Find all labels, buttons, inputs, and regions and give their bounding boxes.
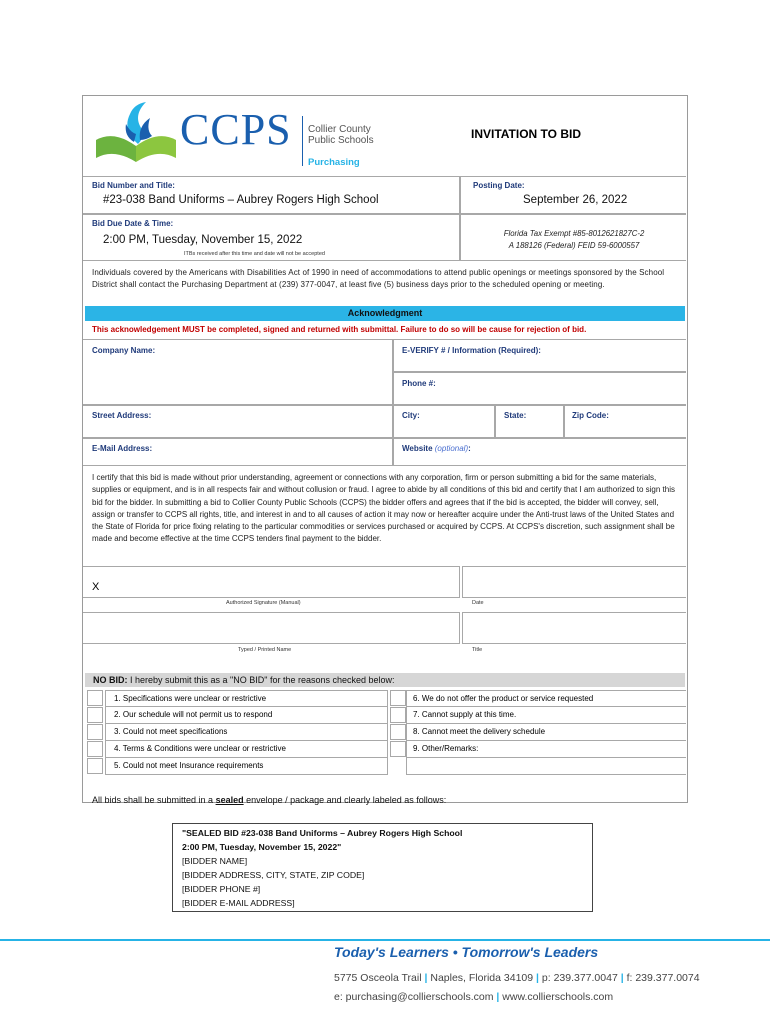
no-bid-checkbox-7[interactable]: [390, 707, 406, 723]
title-field[interactable]: [462, 612, 686, 644]
posting-date-value: September 26, 2022: [523, 194, 628, 206]
sealed-label-box: "SEALED BID #23-038 Band Uniforms – Aubrey Rogers High School 2:00 PM, Tuesday, November 15, 2022" [BIDDER NAME] [BIDDER ADDRESS, CITY, STATE, ZIP CODE] [BIDDER PHONE #] [BIDDER E-MAIL ADDRESS]: [172, 823, 593, 912]
website-field[interactable]: Website (optional):: [393, 438, 686, 466]
no-bid-checkbox-2[interactable]: [87, 707, 103, 723]
list-item: 3. Could not meet specifications: [105, 724, 388, 741]
list-item: 6. We do not offer the product or service requested: [406, 690, 686, 707]
state-field[interactable]: State:: [495, 405, 564, 438]
list-item: 1. Specifications were unclear or restrictive: [105, 690, 388, 707]
bid-number-cell[interactable]: Bid Number and Title: #23-038 Band Uniforms – Aubrey Rogers High School: [83, 176, 460, 214]
footer-website-link[interactable]: www.collierschools.com: [502, 991, 614, 1003]
no-bid-left-list: [105, 690, 388, 775]
email-field[interactable]: E-Mail Address:: [83, 438, 393, 466]
no-bid-checkbox-4[interactable]: [87, 741, 103, 757]
posting-date-cell[interactable]: Posting Date: September 26, 2022: [460, 176, 686, 214]
footer-tagline: Today's Learners • Tomorrow's Leaders: [334, 944, 599, 960]
phone-field[interactable]: Phone #:: [393, 372, 686, 405]
no-bid-checkbox-9[interactable]: [390, 741, 406, 757]
bid-number-value: #23-038 Band Uniforms – Aubrey Rogers High School: [103, 194, 379, 206]
no-bid-checkbox-3[interactable]: [87, 724, 103, 740]
street-address-field[interactable]: Street Address:: [83, 405, 393, 438]
no-bid-checkbox-6[interactable]: [390, 690, 406, 706]
district-name: Collier County Public Schools: [308, 124, 374, 146]
logo-divider: [302, 116, 303, 166]
company-name-field[interactable]: Company Name:: [83, 339, 393, 405]
no-bid-checkbox-5[interactable]: [87, 758, 103, 774]
printed-name-caption: Typed / Printed Name: [238, 647, 292, 653]
logo-text: CCPS: [180, 105, 292, 154]
acknowledgment-heading: Acknowledgment: [85, 306, 685, 321]
footer-email-link[interactable]: e: purchasing@collierschools.com: [334, 991, 494, 1003]
submission-instructions: All bids shall be submitted in a sealed envelope / package and clearly labeled as follows:: [92, 795, 447, 805]
list-item: 8. Cannot meet the delivery schedule: [406, 724, 686, 741]
zip-code-field[interactable]: Zip Code:: [564, 405, 686, 438]
no-bid-right-list: [406, 690, 686, 775]
list-item: 9. Other/Remarks:: [406, 741, 686, 758]
printed-name-field[interactable]: [83, 612, 460, 644]
signature-caption: Authorized Signature (Manual): [226, 600, 301, 606]
signature-field[interactable]: X: [83, 566, 460, 598]
title-caption: Title: [472, 647, 483, 653]
department-name: Purchasing: [308, 157, 360, 168]
date-caption: Date: [472, 600, 484, 606]
date-field[interactable]: [462, 566, 686, 598]
certification-text: I certify that this bid is made without prior understanding, agreement or connections with any corporation, firm or person submitting a bid for the same materials, supplies or equipment, and is in all respects fair and without collusion or fraud. I agree to abide by all conditions of this bid and certify that I am authorized to sign this bid for the bidder. In submitting a bid to Collier County Public Schools (CCPS) the bidder offers and agrees that if the bid is accepted, the bidder will convey, sell, assign or transfer to CCPS all rights, title, and interest in and to all causes of action it may now or hereafter acquire under the Anti-trust laws of the United States and the State of Florida for price fixing relating to the particular commodities or services purchased or acquired by CCPS. At CCPS's discretion, such assignment shall be made and become effective at the time CCPS tenders final payment to the bidder.: [92, 473, 675, 544]
footer-rule: [0, 939, 770, 941]
city-field[interactable]: City:: [393, 405, 495, 438]
everify-field[interactable]: E-VERIFY # / Information (Required):: [393, 339, 686, 372]
due-date-cell[interactable]: Bid Due Date & Time: 2:00 PM, Tuesday, November 15, 2022 ITBs received after this time and date will not be accepted: [83, 214, 460, 261]
book-flame-icon: [94, 100, 184, 170]
no-bid-checkbox-8[interactable]: [390, 724, 406, 740]
list-item: 4. Terms & Conditions were unclear or restrictive: [105, 741, 388, 758]
acknowledgment-warning: This acknowledgement MUST be completed, signed and returned with submittal. Failure to do so will be cause for rejection of bid.: [92, 325, 587, 334]
no-bid-heading: NO BID: I hereby submit this as a "NO BID" for the reasons checked below:: [85, 673, 685, 687]
list-item: 2. Our schedule will not permit us to respond: [105, 707, 388, 724]
ccps-logo: [94, 100, 299, 170]
list-item: 5. Could not meet Insurance requirements: [105, 758, 388, 775]
ada-notice: Individuals covered by the Americans with Disabilities Act of 1990 in need of accommodations to attend public openings or meetings sponsored by the School District shall contact the Purchasing Department at (239) 377-0047, at least five (5) business days prior to the scheduled opening or meeting.: [92, 268, 665, 289]
doc-title: INVITATION TO BID: [471, 127, 581, 141]
due-note: ITBs received after this time and date will not be accepted: [184, 251, 325, 257]
remarks-field[interactable]: [406, 758, 686, 775]
no-bid-checkbox-1[interactable]: [87, 690, 103, 706]
tax-exempt-cell: Florida Tax Exempt #85-8012621827C-2 A 188126 (Federal) FEID 59-6000557: [460, 214, 686, 261]
due-date-value: 2:00 PM, Tuesday, November 15, 2022: [103, 234, 303, 246]
footer-web: e: purchasing@collierschools.com | www.collierschools.com: [334, 991, 614, 1003]
list-item: 7. Cannot supply at this time.: [406, 707, 686, 724]
footer-contact: 5775 Osceola Trail | Naples, Florida 34109 | p: 239.377.0047 | f: 239.377.0074: [334, 972, 700, 984]
